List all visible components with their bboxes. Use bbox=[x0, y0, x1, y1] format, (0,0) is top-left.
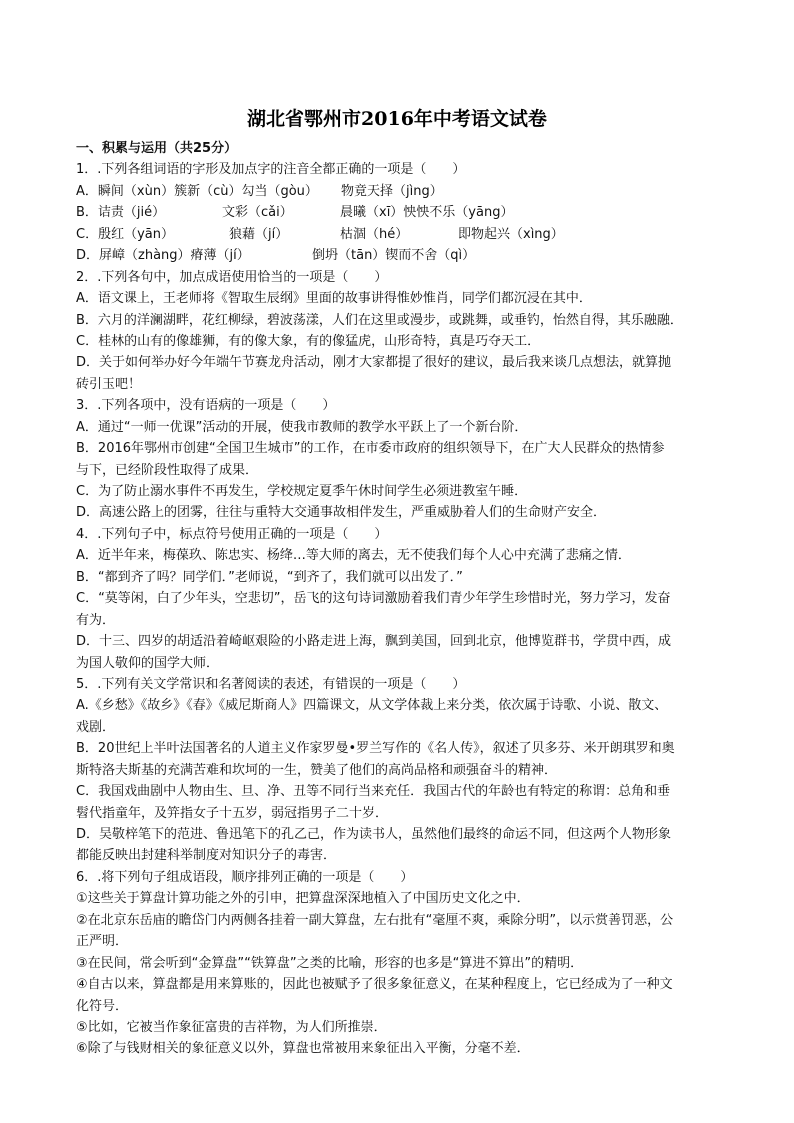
text-line: 3．.下列各项中，没有语病的一项是（ ） bbox=[76, 398, 336, 414]
option-c-part: C．殷红（yān） bbox=[76, 226, 174, 242]
text-line: 正严明． bbox=[76, 934, 129, 950]
text-line: 髫代指童年，及笄指女子十五岁，弱冠指男子二十岁． bbox=[76, 805, 389, 821]
option-d-part: D．屏嶂（zhàng）瘠薄（jí） bbox=[76, 248, 250, 264]
option-c-part: 即物起兴（xìng） bbox=[458, 226, 564, 242]
text-line: A.《乡愁》《故乡》《春》《威尼斯商人》四篇课文，从文学体裁上来分类，依次属于诗歌、小说、散文、 bbox=[76, 698, 668, 714]
text-line: ④自古以来，算盘都是用来算账的，因此也被赋予了很多象征意义，在某种程度上，它已经成为了一种文 bbox=[76, 977, 673, 993]
question-1-option-c bbox=[76, 224, 726, 245]
text-line: A．语文课上，王老师将《智取生辰纲》里面的故事讲得惟妙惟肖，同学们都沉浸在其中． bbox=[76, 291, 592, 307]
exam-title: 湖北省鄂州市2016年中考语文试卷 bbox=[247, 108, 547, 130]
question-1-stem: 1．.下列各组词语的字形及加点字的注音全都正确的一项是（ ） bbox=[76, 162, 466, 178]
text-line: D．高速公路上的团雾，往往与重特大交通事故相伴发生，严重威胁着人们的生命财产安全． bbox=[76, 505, 607, 521]
text-line: A．通过“一师一优课”活动的开展，使我市教师的教学水平跃上了一个新台阶． bbox=[76, 419, 528, 435]
question-1-option-a bbox=[76, 181, 726, 202]
text-line: 斯特洛夫斯基的充满苦难和坎坷的一生，赞美了他们的高尚品格和顽强奋斗的精神． bbox=[76, 762, 558, 778]
text-line: 为国人敬仰的国学大师． bbox=[76, 655, 220, 671]
text-line: C．桂林的山有的像雄狮，有的像大象，有的像猛虎，山形奇特，真是巧夺天工． bbox=[76, 333, 541, 349]
text-line: 化符号． bbox=[76, 998, 129, 1014]
text-line: B．2016年鄂州市创建“全国卫生城市”的工作，在市委市政府的组织领导下，在广大人民群众的热情参 bbox=[76, 441, 665, 457]
question-1-option-b bbox=[76, 202, 726, 223]
text-line: B．20世纪上半叶法国著名的人道主义作家罗曼•罗兰写作的《名人传》，叙述了贝多芬、米开朗琪罗和奥 bbox=[76, 741, 675, 757]
text-line: D．吴敬梓笔下的范进、鲁迅笔下的孔乙己，作为读书人，虽然他们最终的命运不同，但这两个人物形象 bbox=[76, 827, 672, 842]
text-line: 5．.下列有关文学常识和名著阅读的表述，有错误的一项是（ ） bbox=[76, 676, 466, 692]
text-line: 都能反映出封建科举制度对知识分子的毒害． bbox=[76, 848, 337, 864]
option-c-part: 枯涸（hé） bbox=[340, 226, 409, 242]
text-line: C．我国戏曲剧中人物由生、旦、净、丑等不同行当来充任．我国古代的年龄也有特定的称谓：总角和垂 bbox=[76, 784, 671, 800]
text-line: 4．.下列句子中，标点符号使用正确的一项是（ ） bbox=[76, 526, 388, 542]
text-line: ⑥除了与钱财相关的象征意义以外，算盘也常被用来象征出入平衡，分毫不差． bbox=[76, 1041, 530, 1057]
text-line: ②在北京东岳庙的瞻岱门内两侧各挂着一副大算盘，左右批有“毫厘不爽，乘除分明”，以示赏善罚恶，公 bbox=[76, 912, 674, 928]
text-line: D．十三、四岁的胡适沿着崎岖艰险的小路走进上海，飘到美国，回到北京，他博览群书，学贯中西，成 bbox=[76, 634, 672, 650]
text-line: ⑤比如，它被当作象征富贵的吉祥物，为人们所推崇． bbox=[76, 1019, 387, 1035]
option-a-part: 物竟天择（jìng） bbox=[341, 183, 443, 199]
text-line: 与下，已经阶段性取得了成果． bbox=[76, 462, 259, 478]
text-line: ①这些关于算盘计算功能之外的引申，把算盘深深地植入了中国历史文化之中． bbox=[76, 891, 530, 907]
text-line: D．关于如何举办好今年端午节赛龙舟活动，刚才大家都提了很好的建议，最后我来谈几点想法，就算抛 bbox=[76, 355, 672, 371]
text-line: A．近半年来，梅葆玖、陈忠实、杨绛…等大师的离去，无不使我们每个人心中充满了悲痛之情． bbox=[76, 548, 631, 564]
option-b-part: 文彩（cǎi） bbox=[222, 205, 293, 221]
text-line: 6．.将下列句子组成语段，顺序排列正确的一项是（ ） bbox=[76, 869, 414, 885]
option-c-part: 狼藉（jí） bbox=[229, 226, 289, 242]
option-b-part: B．诘责（jié） bbox=[76, 205, 166, 221]
text-line: 戏剧． bbox=[76, 719, 116, 735]
text-line: 砖引玉吧！ bbox=[76, 376, 142, 392]
text-line: B．六月的洋澜湖畔，花红柳绿，碧波荡漾，人们在这里或漫步，或跳舞，或垂钓，怡然自得，其乐融融． bbox=[76, 312, 683, 328]
section-heading: 一、积累与运用（共25分） bbox=[76, 141, 238, 156]
text-line: 有为． bbox=[76, 612, 116, 628]
text-line: C．为了防止溺水事件不再发生，学校规定夏季午休时间学生必须进教室午睡． bbox=[76, 484, 528, 499]
text-line: ③在民间，常会听到“金算盘”“铁算盘”之类的比喻，形容的也多是“算进不算出”的精明． bbox=[76, 955, 584, 971]
text-line: C．“莫等闲，白了少年头，空悲切”，岳飞的这句诗词激励着我们青少年学生珍惜时光，努力学习，发奋 bbox=[76, 591, 671, 607]
text-line: 2．.下列各句中，加点成语使用恰当的一项是（ ） bbox=[76, 269, 388, 285]
option-a-part: A．瞬间（xùn）簇新（cù）勾当（gòu） bbox=[76, 183, 318, 199]
text-line: B．“都到齐了吗？同学们．”老师说，“到齐了，我们就可以出发了．” bbox=[76, 569, 463, 585]
question-1-option-d bbox=[76, 245, 726, 266]
option-d-part: 倒坍（tān）锲而不舍（qì） bbox=[312, 248, 476, 264]
option-b-part: 晨曦（xī）怏怏不乐（yāng） bbox=[340, 205, 514, 221]
exam-content bbox=[76, 138, 726, 1060]
